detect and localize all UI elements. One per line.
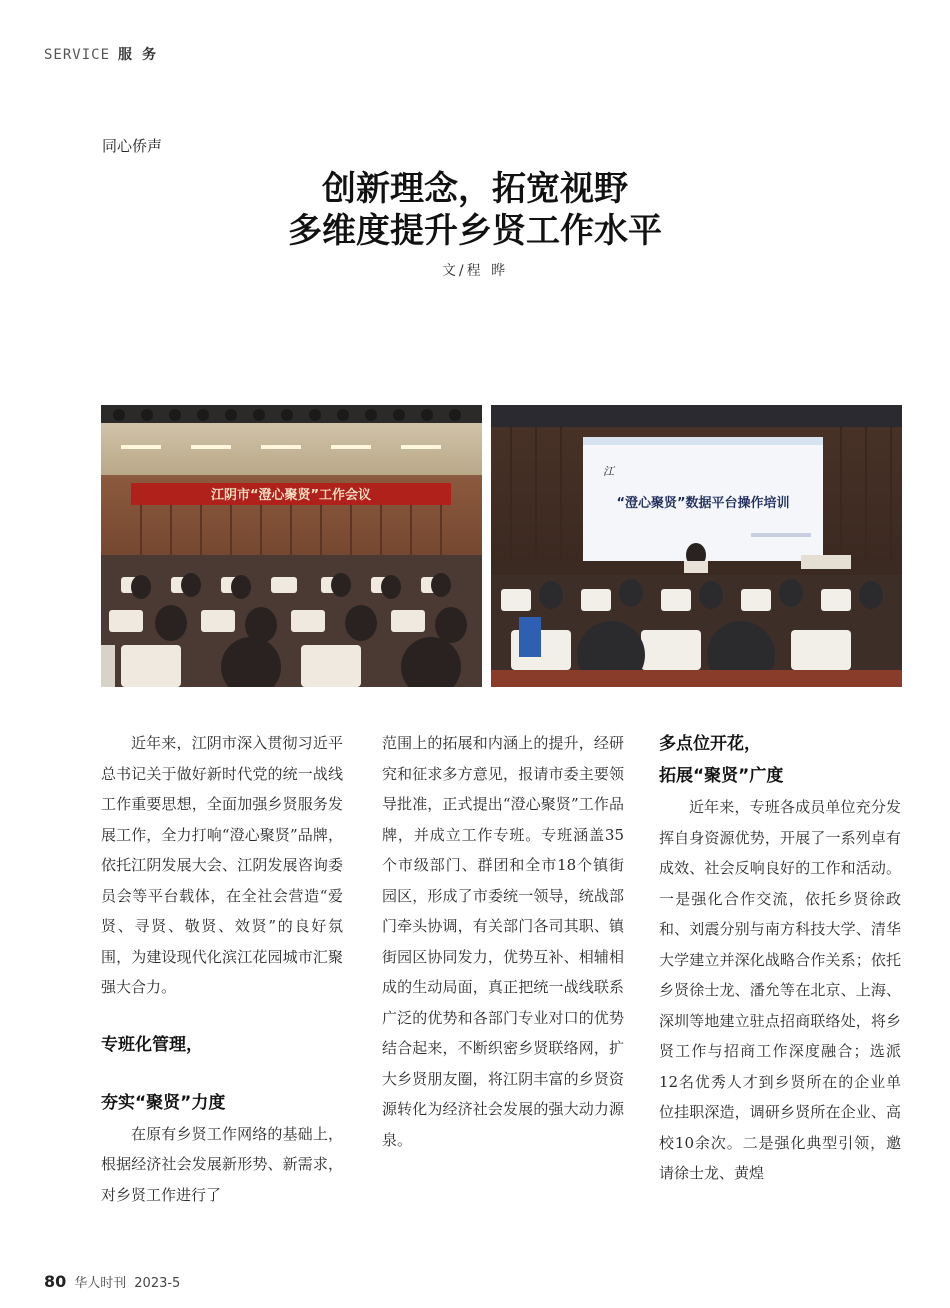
article-title-line-2: 多维度提升乡贤工作水平 (288, 211, 662, 251)
subheading-2-line-2: 拓展“聚贤”广度 (659, 766, 784, 786)
meeting-banner-text: 江阴市“澄心聚贤”工作会议 (210, 488, 372, 503)
screen-logo-mark: 江 (603, 465, 614, 478)
byline: 文/程 晔 (441, 263, 509, 279)
section-label-cn: 服务 (118, 47, 167, 63)
article-column-3 (659, 728, 901, 1189)
photo-conference-meeting-image (101, 405, 482, 687)
article-column-2 (382, 728, 624, 1155)
magazine-name: 华人时刊 (74, 1276, 127, 1291)
article-column-1 (101, 728, 343, 1210)
subheading-1-line-2: 夯实“聚贤”力度 (101, 1092, 226, 1113)
article-title-line-1: 创新理念，拓宽视野 (322, 169, 628, 209)
issue-number: 2023-5 (134, 1276, 181, 1291)
photo-platform-training (491, 405, 902, 687)
subheading-1-line-1: 专班化管理， (101, 1034, 203, 1055)
training-screen-title: “澄心聚贤”数据平台操作培训 (616, 496, 790, 511)
page-footer (44, 1272, 180, 1291)
photo-conference-meeting (101, 405, 482, 687)
photo-platform-training-image (491, 405, 902, 687)
paragraph-section-1-start: 在原有乡贤工作网络的基础上，根据经济社会发展新形势、新需求，对乡贤工作进行了 (101, 1124, 343, 1204)
paragraph-section-1-continued: 范围上的拓展和内涵上的提升，经研究和征求多方意见，报请市委主要领导批准，正式提出“澄心聚贤”工作品牌，并成立工作专班。专班涵盖35个市级部门、群团和全市18个镇街园区，形成了市委统一领导，统战部门牵头协调，有关部门各司其职、镇街园区协同发力，优势互补、相辅相成的生动局面，真正把统一战线联系广泛的优势和各部门专业对口的优势结合起来，不断织密乡贤联络网，扩大乡贤朋友圈，将江阴丰富的乡贤资源转化为经济社会发展的强大动力源泉。 (382, 734, 624, 1149)
paragraph-section-2: 近年来，专班各成员单位充分发挥自身资源优势，开展了一系列卓有成效、社会反响良好的工作和活动。一是强化合作交流，依托乡贤徐政和、刘震分别与南方科技大学、清华大学建立并深化战略合作关系；依托乡贤徐士龙、潘允等在北京、上海、深圳等地建立驻点招商联络处，将乡贤工作与招商工作深度融合；选派12名优秀人才到乡贤所在的企业单位挂职深造，调研乡贤所在企业、高校10余次。二是强化典型引领，邀请徐士龙、黄煌 (659, 798, 901, 1182)
page-number: 80 (44, 1272, 67, 1291)
paragraph-intro: 近年来，江阴市深入贯彻习近平总书记关于做好新时代党的统一战线工作重要思想，全面加强乡贤服务发展工作，全力打响“澄心聚贤”品牌，依托江阴发展大会、江阴发展咨询委员会等平台载体，在全社会营造“爱贤、寻贤、敬贤、效贤”的良好氛围，为建设现代化滨江花园城市汇聚强大合力。 (101, 734, 343, 996)
section-label-en: SERVICE (44, 47, 111, 63)
subheading-2-line-1: 多点位开花， (659, 734, 761, 754)
running-header (44, 44, 166, 64)
column-tag: 同心侨声 (102, 137, 163, 155)
